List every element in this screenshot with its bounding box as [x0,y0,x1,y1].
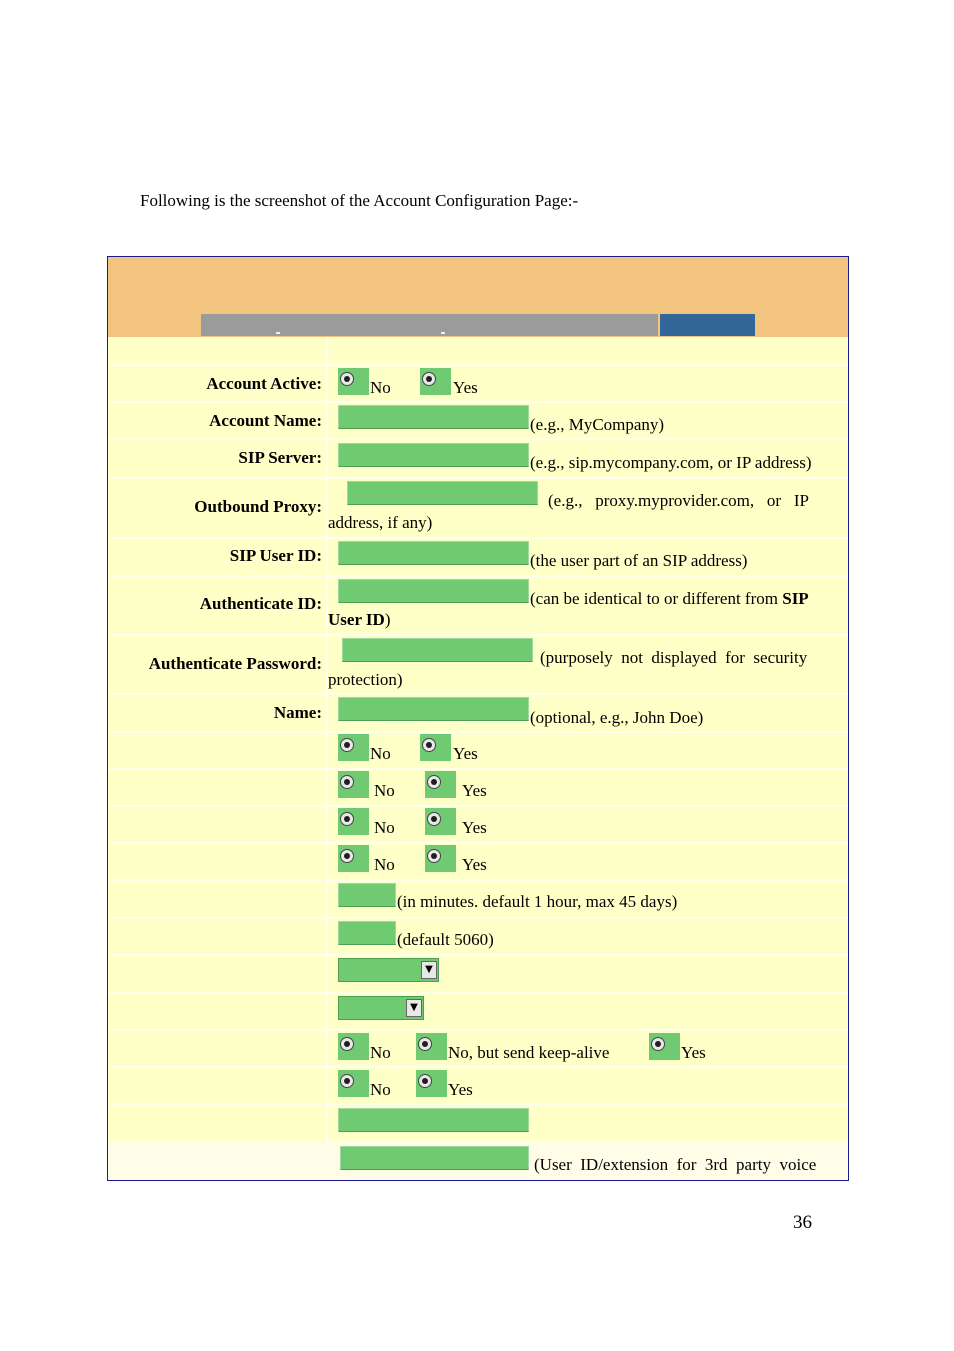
option-label: Yes [453,378,478,397]
authenticate-password-input[interactable] [342,638,533,662]
option-6-yes-radio[interactable] [416,1070,447,1097]
outbound-proxy-input[interactable] [347,481,538,505]
display-name-input[interactable] [338,697,529,721]
option-2-no-radio[interactable] [338,771,369,798]
option-label: No [370,744,391,763]
row-separator [108,954,848,956]
option-5-no-radio[interactable] [338,1033,369,1060]
option-label: Yes [462,855,487,874]
display-name-hint: (optional, e.g., John Doe) [530,708,704,727]
page-number: 36 [793,1212,812,1233]
row-separator [108,693,848,695]
row-separator [108,1066,848,1068]
chevron-down-icon[interactable]: ▼ [406,999,422,1017]
text-input[interactable] [338,1108,529,1132]
option-5-yes-radio[interactable] [649,1033,680,1060]
option-4-no-radio[interactable] [338,845,369,872]
chevron-down-icon[interactable]: ▼ [421,961,437,979]
option-3-yes-radio[interactable] [425,808,456,835]
option-label: No [374,781,395,800]
authenticate-password-hint-cont: protection) [328,670,403,689]
row-separator [108,364,848,366]
outbound-proxy-hint-cont: address, if any) [328,513,433,532]
authenticate-password-hint: (purposely not displayed for security [540,648,808,667]
row-separator [108,768,848,770]
option-label: No [374,818,395,837]
name-label: Name: [273,703,322,722]
voicemail-hint: (User ID/extension for 3rd party voice [534,1155,817,1174]
tab-bar[interactable] [201,314,658,336]
option-label: No [370,378,391,397]
authenticate-id-hint-cont: User ID) [328,610,391,629]
option-2-yes-radio[interactable] [425,771,456,798]
local-port-input[interactable] [338,921,396,945]
option-6-no-radio[interactable] [338,1070,369,1097]
select-dropdown-1[interactable] [338,958,439,982]
option-label: Yes [453,744,478,763]
sip-user-id-label: SIP User ID: [229,546,322,565]
option-4-yes-radio[interactable] [425,845,456,872]
option-label: No [370,1080,391,1099]
account-config-panel [107,256,849,1181]
row-separator [108,879,848,881]
option-label: Yes [462,818,487,837]
outbound-proxy-hint: (e.g., proxy.myprovider.com, or IP [548,491,809,510]
authenticate-id-hint: (can be identical to or different from SIP [530,589,809,608]
row-separator [108,1103,848,1105]
sip-server-hint: (e.g., sip.mycompany.com, or IP address) [530,453,812,472]
row-separator [108,634,848,636]
sip-server-input[interactable] [338,443,529,467]
row-separator [108,575,848,577]
row-separator [108,477,848,479]
row-separator [108,1029,848,1031]
intro-text: Following is the screenshot of the Account Configuration Page:- [140,191,579,210]
account-active-label: Account Active: [206,374,322,393]
option-5-keepalive-radio[interactable] [416,1033,447,1060]
option-1-yes-radio[interactable] [420,734,451,761]
voicemail-input[interactable] [340,1146,529,1170]
account-active-no-radio[interactable] [338,368,369,395]
account-active-yes-radio[interactable] [420,368,451,395]
row-separator [108,842,848,844]
register-expiration-input[interactable] [338,883,396,907]
row-separator [108,401,848,403]
option-label: No, but send keep-alive [448,1043,610,1062]
option-label: Yes [448,1080,473,1099]
option-label: Yes [462,781,487,800]
authenticate-id-input[interactable] [338,579,529,603]
sip-user-id-input[interactable] [338,541,529,565]
account-name-input[interactable] [338,405,529,429]
tab-separator [276,332,280,334]
outbound-proxy-label: Outbound Proxy: [194,497,322,516]
column-divider [326,337,328,1180]
option-label: No [370,1043,391,1062]
row-separator [108,731,848,733]
local-port-hint: (default 5060) [397,930,494,949]
row-separator [108,805,848,807]
option-label: No [374,855,395,874]
row-separator [108,917,848,919]
row-separator [108,438,848,440]
sip-server-label: SIP Server: [238,448,322,467]
row-separator [108,537,848,539]
register-expiration-hint: (in minutes. default 1 hour, max 45 days) [397,892,678,911]
account-name-hint: (e.g., MyCompany) [530,415,665,434]
account-name-label: Account Name: [209,411,322,430]
authenticate-password-label: Authenticate Password: [148,654,322,673]
sip-user-id-hint: (the user part of an SIP address) [530,551,748,570]
row-separator [108,992,848,994]
option-3-no-radio[interactable] [338,808,369,835]
tab-separator [441,332,445,334]
tab-active[interactable] [660,314,755,336]
authenticate-id-label: Authenticate ID: [199,594,322,613]
option-label: Yes [681,1043,706,1062]
select-dropdown-2[interactable] [338,996,424,1020]
option-1-no-radio[interactable] [338,734,369,761]
